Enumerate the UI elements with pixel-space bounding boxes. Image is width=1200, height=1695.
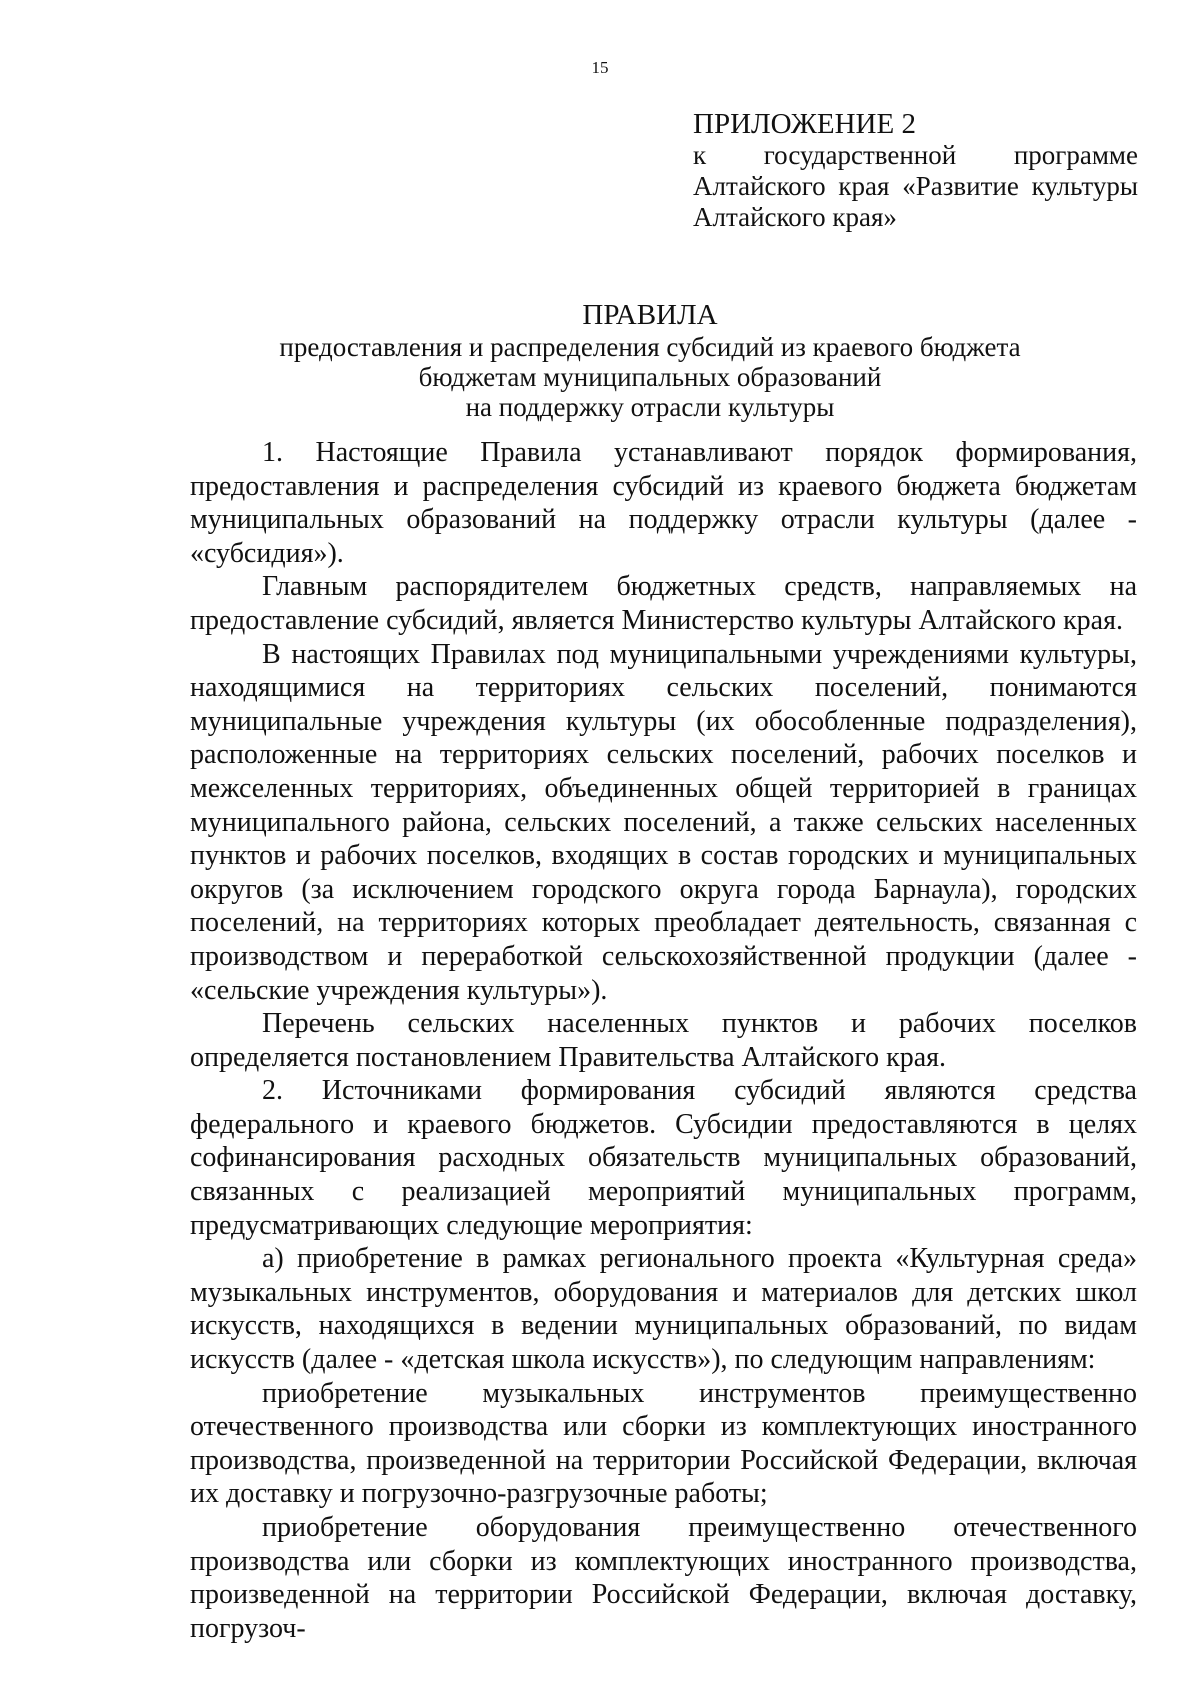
paragraph-6: а) приобретение в рамках регионального проекта «Культурная среда» музыкальных инструментов, оборудования и материалов для детских школ искусств, находящихся в ведении муниципальных образований, по видам искусств (далее - «детская школа искусств»), по следующим направлениям: xyxy=(190,1243,1137,1376)
paragraph-8: приобретение оборудования преимущественно отечественного производства или сборки из комплектующих иностранного производства, произведенной на территории Российской Федерации, включая доставку, погрузоч- xyxy=(190,1512,1137,1644)
paragraph-5: 2. Источниками формирования субсидий являются средства федерального и краевого бюджетов. Субсидии предоставляются в целях софинансирования расходных обязательств муниципальных образований, связанных с реализацией мероприятий муниципальных программ, предусматривающих следующие мероприятия: xyxy=(190,1075,1137,1241)
paragraph-1: 1. Настоящие Правила устанавливают порядок формирования, предоставления и распределения субсидий из краевого бюджета бюджетам муниципальных образований на поддержку отрасли культуры (далее - «субсидия»). xyxy=(190,437,1137,569)
document-title: ПРАВИЛА xyxy=(582,299,718,331)
appendix-title: ПРИЛОЖЕНИЕ 2 xyxy=(693,108,916,140)
paragraph-3: В настоящих Правилах под муниципальными учреждениями культуры, находящимися на территориях сельских поселений, понимаются муниципальные учреждения культуры (их обособленные подразделения), расположенные на территориях сельских поселений, рабочих поселков и межселенных территориях, объединенных общей территорией в границах муниципального района, сельских поселений, а также сельских населенных пунктов и рабочих поселков, входящих в состав городских и муниципальных округов (за исключением городского округа города Барнаула), городских поселений, на территориях которых преобладает деятельность, связанная с производством и переработкой сельскохозяйственной продукции (далее - «сельские учреждения культуры»). xyxy=(190,638,1137,1006)
document-subtitle-line-1: предоставления и распределения субсидий из краевого бюджета xyxy=(279,332,1021,362)
appendix-text: к государственной программе Алтайского края «Развитие культуры Алтайского края» xyxy=(693,140,1138,232)
document-body xyxy=(190,436,1137,1645)
document-subtitle-line-2: бюджетам муниципальных образований xyxy=(418,362,882,392)
document-subtitle-line-3: на поддержку отрасли культуры xyxy=(465,392,835,422)
paragraph-7: приобретение музыкальных инструментов преимущественно отечественного производства или сборки из комплектующих иностранного производства, произведенной на территории Российской Федерации, включая их доставку и погрузочно-разгрузочные работы; xyxy=(190,1377,1137,1510)
paragraph-2: Главным распорядителем бюджетных средств, направляемых на предоставление субсидий, является Министерство культуры Алтайского края. xyxy=(190,571,1137,636)
document-heading xyxy=(190,298,1110,422)
paragraph-4: Перечень сельских населенных пунктов и рабочих поселков определяется постановлением Правительства Алтайского края. xyxy=(190,1008,1137,1073)
page-number: 15 xyxy=(591,58,609,77)
appendix-block xyxy=(693,108,1138,233)
